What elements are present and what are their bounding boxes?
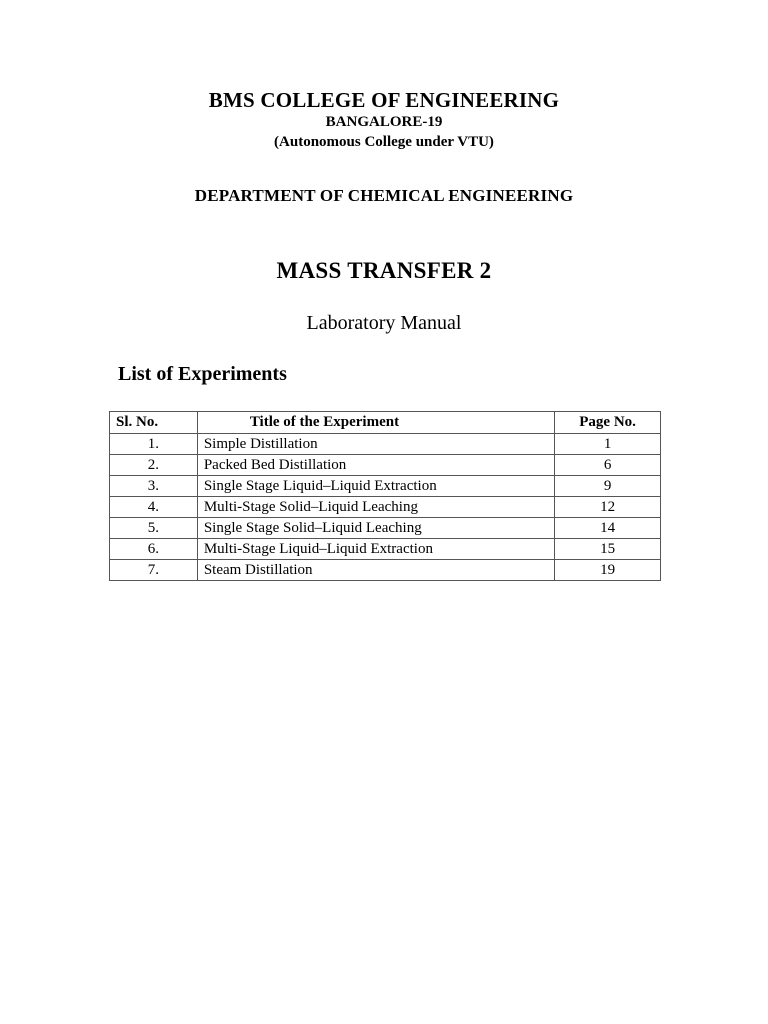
experiments-table [109,411,661,581]
department-name: DEPARTMENT OF CHEMICAL ENGINEERING [194,186,574,205]
experiment-title-cell: Single Stage Liquid–Liquid Extraction [197,476,554,497]
manual-subtitle: Laboratory Manual [306,312,462,334]
course-title: MASS TRANSFER 2 [276,258,492,283]
experiment-title-cell: Simple Distillation [197,434,554,455]
college-affiliation: (Autonomous College under VTU) [274,134,494,150]
sl-no-cell: 4. [110,497,198,518]
experiment-title-cell: Multi-Stage Liquid–Liquid Extraction [197,539,554,560]
sl-no-cell: 3. [110,476,198,497]
page-no-cell: 15 [555,539,661,560]
table-row [110,518,661,539]
page-no-cell: 19 [555,560,661,581]
experiments-heading: List of Experiments [118,363,287,385]
table-row [110,539,661,560]
table-row [110,560,661,581]
sl-no-cell: 5. [110,518,198,539]
page-no-cell: 1 [555,434,661,455]
experiment-title-cell: Steam Distillation [197,560,554,581]
experiment-title-cell: Packed Bed Distillation [197,455,554,476]
page-no-cell: 12 [555,497,661,518]
page-no-cell: 6 [555,455,661,476]
table-row [110,476,661,497]
sl-no-cell: 7. [110,560,198,581]
experiment-title-cell: Multi-Stage Solid–Liquid Leaching [197,497,554,518]
college-name: BMS COLLEGE OF ENGINEERING [208,88,560,112]
table-row [110,497,661,518]
sl-no-cell: 1. [110,434,198,455]
sl-no-cell: 6. [110,539,198,560]
column-header-title: Title of the Experiment [197,412,554,434]
table-row [110,455,661,476]
sl-no-cell: 2. [110,455,198,476]
page-no-cell: 14 [555,518,661,539]
experiment-title-cell: Single Stage Solid–Liquid Leaching [197,518,554,539]
page-no-cell: 9 [555,476,661,497]
column-header-page-no: Page No. [555,412,661,434]
column-header-sl-no: Sl. No. [110,412,198,434]
table-header-row [110,412,661,434]
table-row [110,434,661,455]
college-city: BANGALORE-19 [325,114,443,130]
